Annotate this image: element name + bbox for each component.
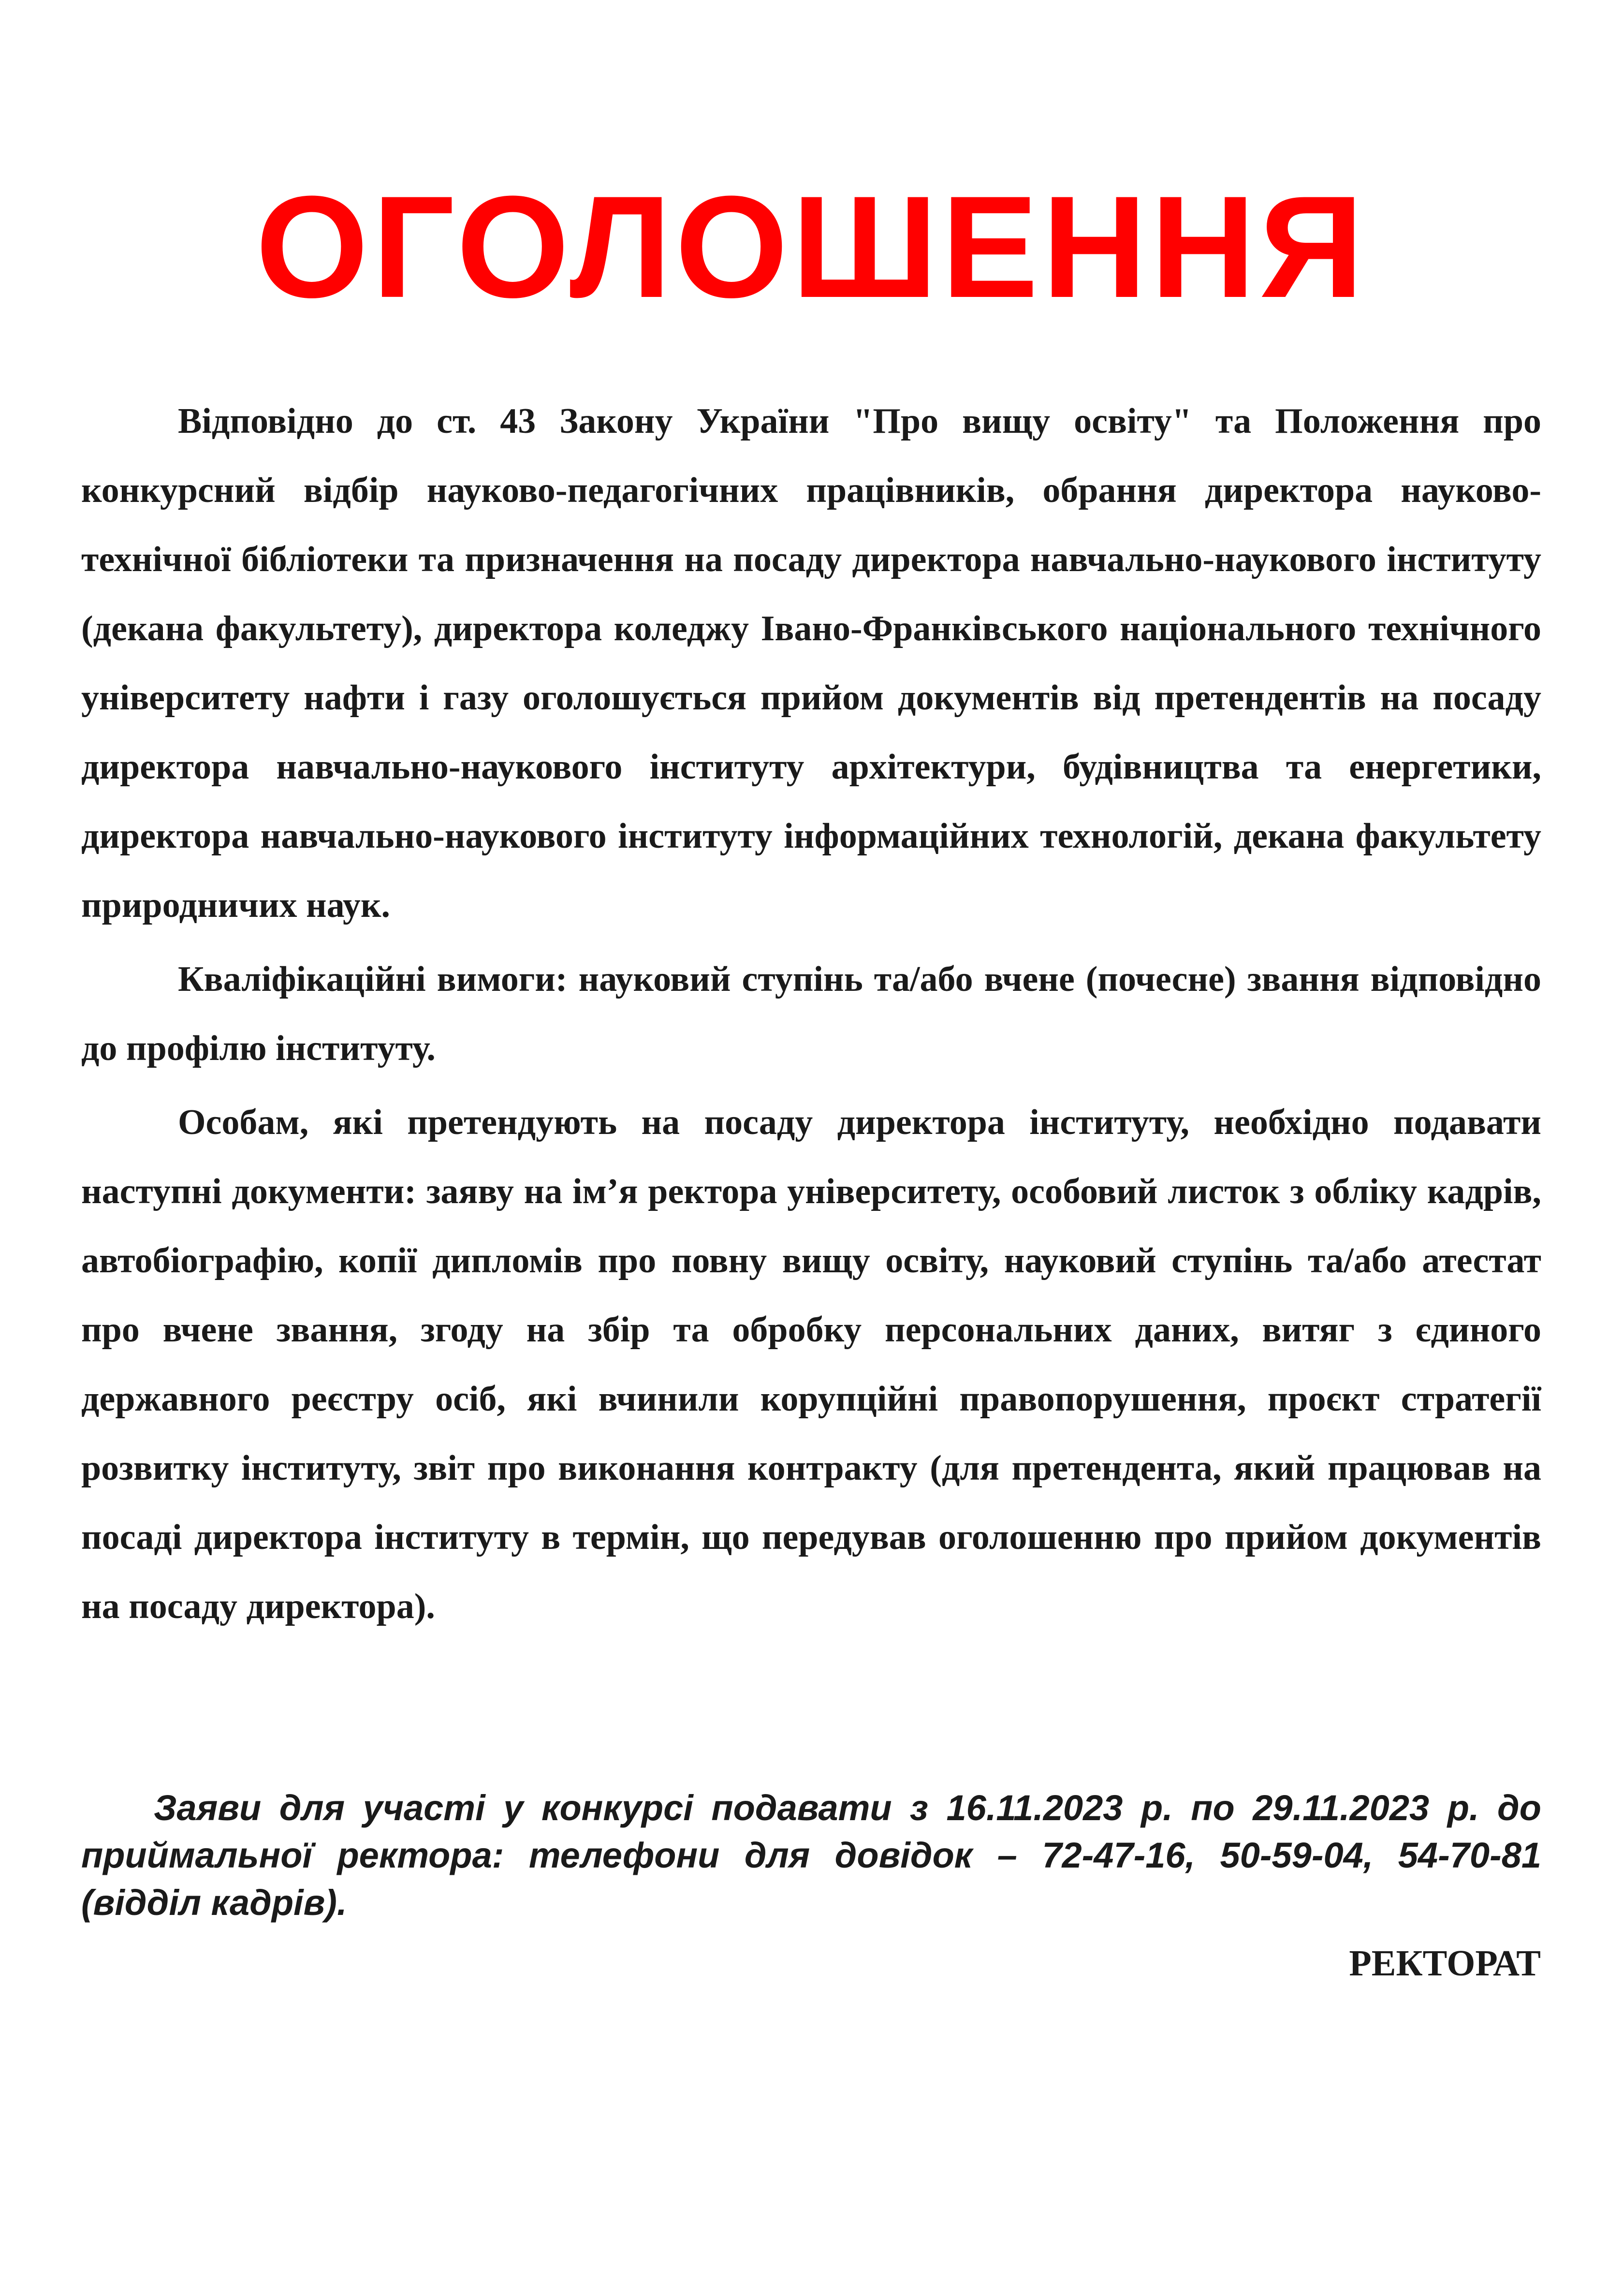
announcement-body — [81, 387, 1541, 1646]
application-deadline-notice: Заяви для участі у конкурсі подавати з 16.11.2023 р. по 29.11.2023 р. до приймальної ректора: телефони для довідок – 72-47-16, 50-59-04, 54-70-81 (відділ кадрів). — [81, 1788, 1541, 1923]
signature-rectorate: РЕКТОРАТ — [1349, 1943, 1541, 1984]
paragraph-qualification-requirements: Кваліфікаційні вимоги: науковий ступінь та/або вчене (почесне) звання відповідно до профілю інституту. — [81, 959, 1541, 1068]
announcement-title: ОГОЛОШЕННЯ — [255, 165, 1368, 328]
paragraph-required-documents: Особам, які претендують на посаду директора інституту, необхідно подавати наступні документи: заяву на ім’я ректора університету, особовий листок з обліку кадрів, автобіографію, копії дипломів про повну вищу освіту, науковий ступінь та/або атестат про вчене звання, згоду на збір та обробку персональних даних, витяг з єдиного державного реєстру осіб, які вчинили корупційні правопорушення, проєкт стратегії розвитку інституту, звіт про виконання контракту (для претендента, який працював на посаді директора інституту в термін, що передував оголошенню про прийом документів на посаду директора). — [81, 1103, 1541, 1626]
paragraph-legal-basis: Відповідно до ст. 43 Закону України "Про вищу освіту" та Положення про конкурсний відбір науково-педагогічних працівників, обрання директора науково-технічної бібліотеки та призначення на посаду директора навчально-наукового інституту (декана факультету), директора коледжу Івано-Франківського національного технічного університету нафти і газу оголошується прийом документів від претендентів на посаду директора навчально-наукового інституту архітектури, будівництва та енергетики, директора навчально-наукового інституту інформаційних технологій, декана факультету природничих наук. — [81, 401, 1541, 925]
